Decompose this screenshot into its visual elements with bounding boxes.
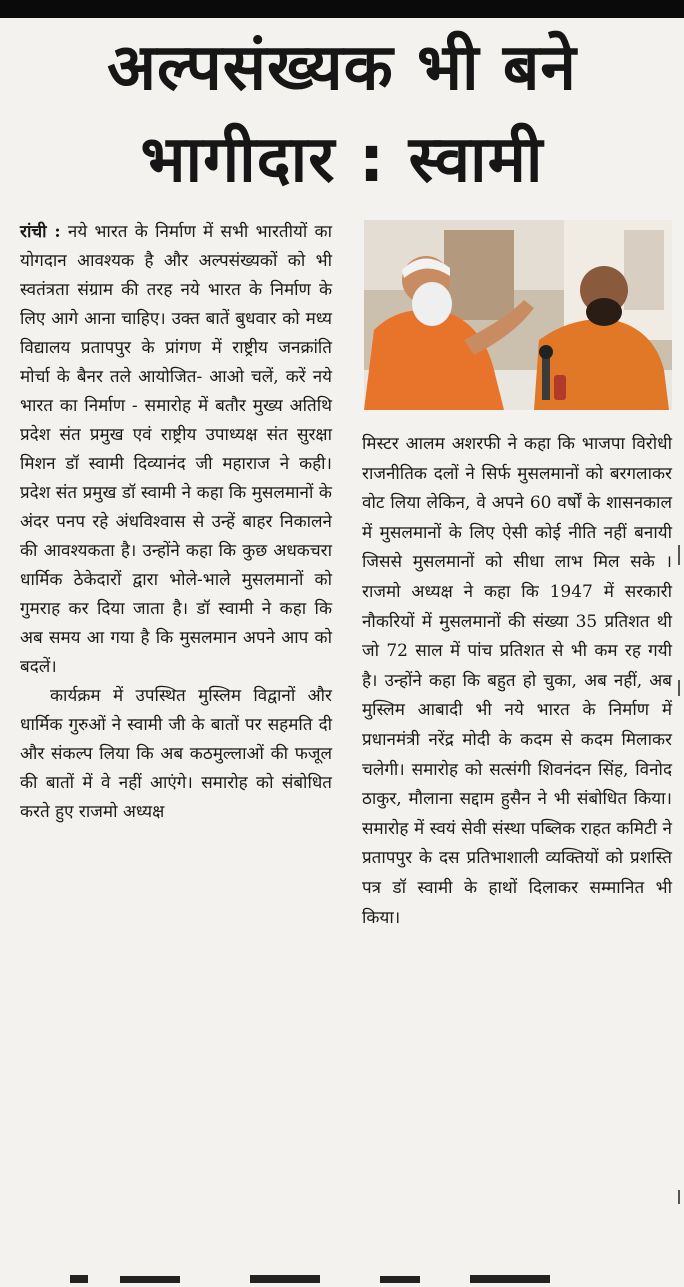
column-rule-mark [678, 680, 680, 696]
top-black-bar [0, 0, 684, 18]
column-rule-mark [678, 545, 680, 565]
news-photo [364, 220, 672, 410]
next-article-cutoff [0, 1268, 684, 1280]
headline [0, 22, 684, 206]
headline-line-1: अल्पसंख्यक भी बने [107, 31, 577, 105]
headline-line-2: भागीदार : स्वामी [140, 123, 544, 197]
article-paragraph-1 [20, 218, 332, 682]
article-column-left [20, 218, 332, 827]
column-rule-mark [678, 1190, 680, 1204]
news-photo-illustration [364, 220, 672, 410]
next-article-cutoff-strokes [0, 1271, 684, 1283]
article-paragraph-3: मिस्टर आलम अशरफी ने कहा कि भाजपा विरोधी राजनीतिक दलों ने सिर्फ मुसलमानों को बरगलाकर वोट लिया लेकिन, वे अपने 60 वर्षों के शासनकाल में मुसलमानों के लिए ऐसी कोई नीति नहीं बनायी जिससे मुसलमानों को सीधा लाभ मिल सके । राजमो अध्यक्ष ने कहा कि 1947 में सरकारी नौकरियों में मुसलमानों की संख्या 35 प्रतिशत थी जो 72 साल में पांच प्रतिशत से भी कम रह गयी है। उन्होंने कहा कि बहुत हो चुका, अब नहीं, अब मुस्लिम आबादी भी नये भारत के निर्माण में प्रधानमंत्री नरेंद्र मोदी के कदम से कदम मिलाकर चलेगी। समारोह को सत्संगी शिवनंदन सिंह, विनोद ठाकुर, मौलाना सद्दाम हुसैन ने भी संबोधित किया। समारोह में स्वयं सेवी संस्था पब्लिक राहत कमिटी ने प्रतापपुर के दस प्रतिभाशाली व्यक्तियों को प्रशस्ति पत्र डॉ स्वामी के हाथों दिलाकर सम्मानित भी किया। [362, 434, 672, 928]
article-paragraph-1-text: नये भारत के निर्माण में सभी भारतीयों का योगदान आवश्यक है और अल्पसंख्यकों को भी स्वतंत्रता संग्राम की तरह नये भारत के निर्माण के लिए आगे आना चाहिए। उक्त बातें बुधवार को मध्य विद्यालय प्रतापपुर के प्रांगण में राष्ट्रीय जनक्रांति मोर्चा के बैनर तले आयोजित- आओ चलें, करें नये भारत का निर्माण - समारोह में बतौर मुख्य अतिथि प्रदेश संत प्रमुख एवं राष्ट्रीय उपाध्यक्ष संत सुरक्षा मिशन डॉ स्वामी दिव्यानंद जी महाराज ने कही। प्रदेश संत प्रमुख डॉ स्वामी ने कहा कि मुसलमानों के अंदर पनप रहे अंधविश्वास से उन्हें बाहर निकालने की आवश्यकता है। उन्होंने कहा कि कुछ अधकचरा धार्मिक ठेकेदारों द्वारा भोले-भाले मुसलमानों को गुमराह कर दिया जाता है। डॉ स्वामी ने कहा कि अब समय आ गया है कि मुसलमान अपने आप को बदलें। [20, 222, 333, 677]
article-paragraph-2: कार्यक्रम में उपस्थित मुस्लिम विद्वानों और धार्मिक गुरुओं ने स्वामी जी के बातों पर सहमति दी और संकल्प लिया कि अब कठमुल्लाओं की फजूल की बातों में वे नहीं आएंगे। समारोह को संबोधित करते हुए राजमो अध्यक्ष [20, 686, 332, 822]
article-column-right [362, 430, 672, 933]
dateline: रांची : [20, 222, 61, 242]
